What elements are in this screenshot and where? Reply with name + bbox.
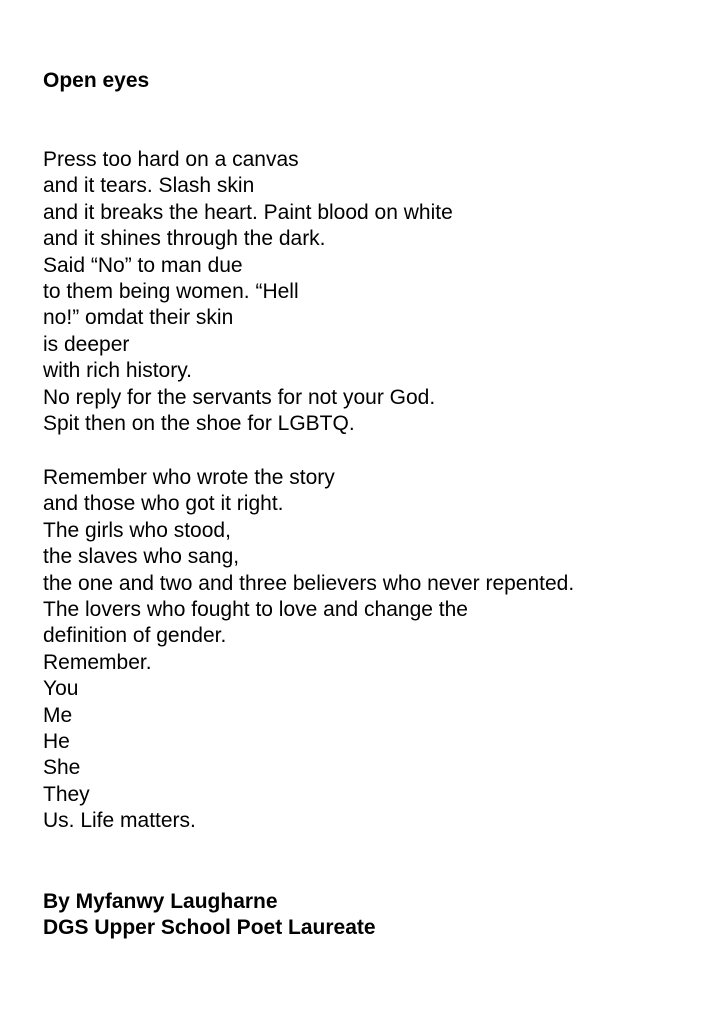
poem-line: Remember. (43, 650, 152, 674)
poem-line: is deeper (43, 332, 130, 356)
poem-title: Open eyes (43, 69, 150, 92)
poem-line: and it tears. Slash skin (43, 174, 255, 198)
poem-line: He (43, 730, 70, 754)
poem-line: no!” omdat their skin (43, 306, 234, 330)
poem-line: Said “No” to man due (43, 253, 243, 277)
poem-line: to them being women. “Hell (43, 280, 299, 304)
poem-line: and it shines through the dark. (43, 227, 326, 251)
poem-line: Spit then on the shoe for LGBTQ. (43, 412, 355, 436)
poem-line: and it breaks the heart. Paint blood on white (43, 200, 453, 224)
poem-line: the slaves who sang, (43, 545, 240, 569)
poem-line: Press too hard on a canvas (43, 148, 299, 171)
poem-line: No reply for the servants for not your God. (43, 385, 436, 409)
poem-line: She (43, 756, 81, 780)
poem-line: The lovers who fought to love and change the (43, 598, 468, 622)
poem-line: definition of gender. (43, 624, 227, 648)
stanza-1 (43, 147, 453, 437)
poem-line: Remember who wrote the story (43, 466, 335, 489)
poem-line: with rich history. (43, 359, 192, 383)
stanza-2 (43, 465, 574, 835)
byline (43, 889, 376, 942)
author-name: By Myfanwy Laugharne (43, 890, 278, 913)
poem-line: The girls who stood, (43, 518, 231, 542)
poem-line: You (43, 677, 79, 701)
poem-line: Me (43, 703, 73, 727)
poem-line: They (43, 782, 90, 806)
poem-line: Us. Life matters. (43, 809, 196, 833)
author-role: DGS Upper School Poet Laureate (43, 916, 376, 940)
poem-line: the one and two and three believers who never repented. (43, 571, 575, 595)
poem-line: and those who got it right. (43, 492, 284, 516)
